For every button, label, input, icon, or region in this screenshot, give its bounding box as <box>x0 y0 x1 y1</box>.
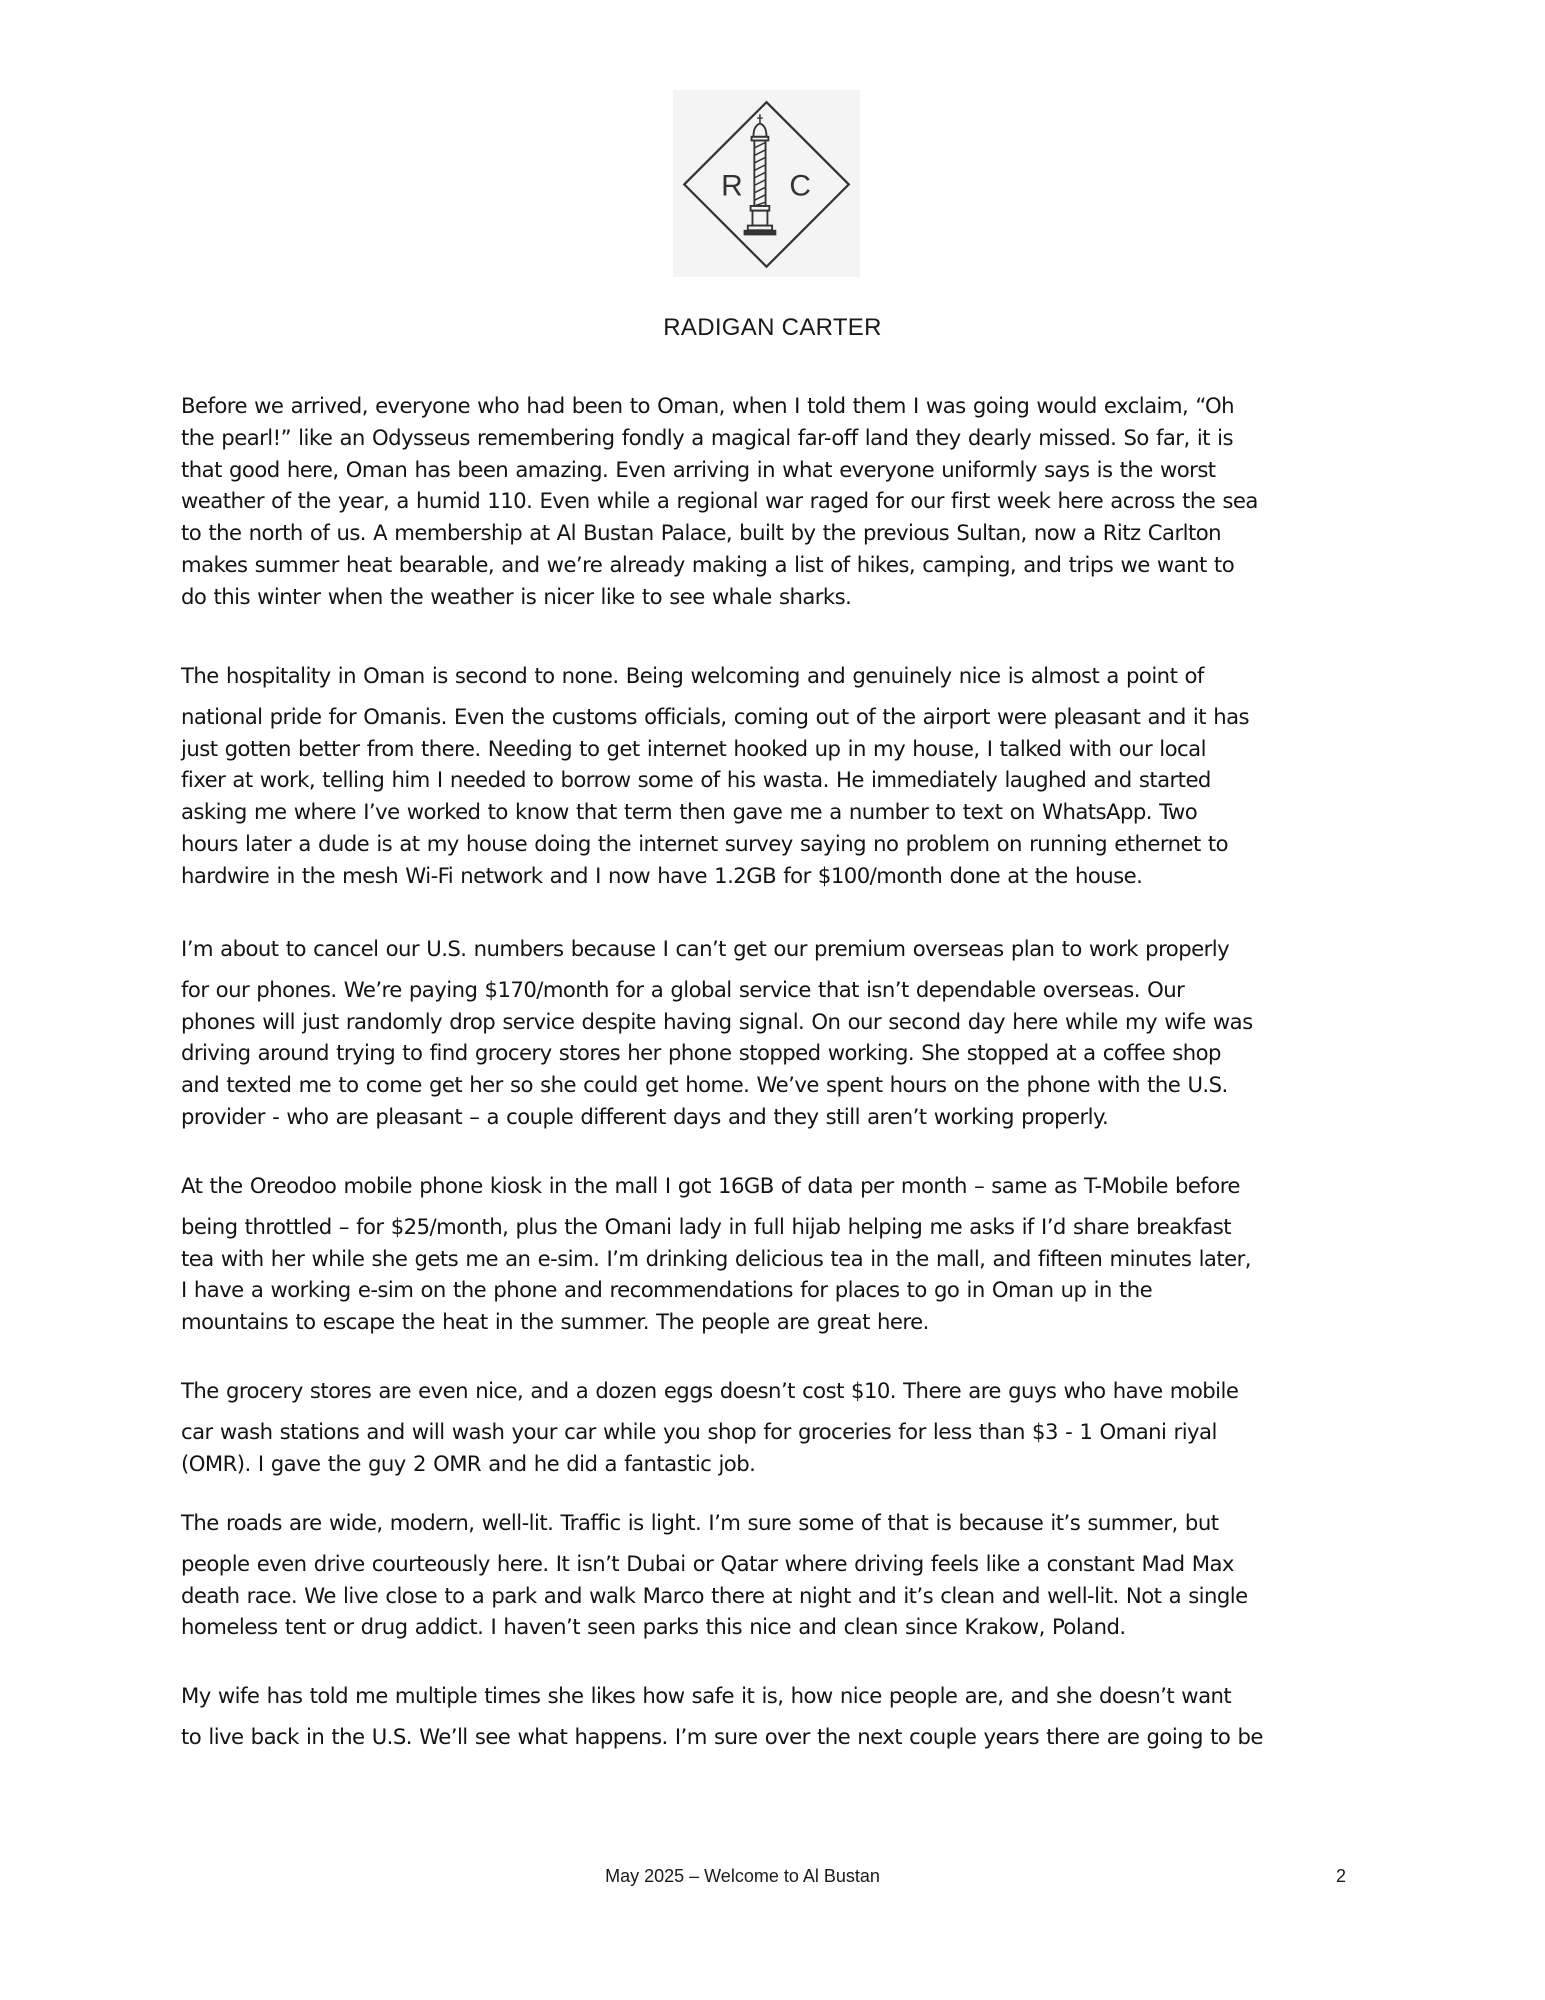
text-line: Before we arrived, everyone who had been to Oman, when I told them I was going would exclaim, “Oh <box>181 393 1234 418</box>
logo-letter-r: R <box>721 169 743 203</box>
paragraph-roads <box>181 1507 1248 1643</box>
text-line: hardwire in the mesh Wi-Fi network and I now have 1.2GB for $100/month done at the house. <box>181 862 1143 888</box>
text-line: people even drive courteously here. It isn’t Dubai or Qatar where driving feels like a constant Mad Max <box>181 1550 1234 1576</box>
text-line: weather of the year, a humid 110. Even while a regional war raged for our first week here across the sea <box>181 488 1258 514</box>
text-line: homeless tent or drug addict. I haven’t seen parks this nice and clean since Krakow, Poland. <box>181 1614 1126 1640</box>
text-line: and texted me to come get her so she could get home. We’ve spent hours on the phone with the U.S. <box>181 1072 1228 1098</box>
paragraph-hospitality <box>181 660 1249 892</box>
logo-letter-c: C <box>789 169 811 203</box>
paragraph-grocery <box>181 1375 1238 1479</box>
text-line: The roads are wide, modern, well-lit. Traffic is light. I’m sure some of that is because it’s summer, but <box>181 1510 1219 1535</box>
text-line: mountains to escape the heat in the summer. The people are great here. <box>181 1309 929 1335</box>
text-line: provider - who are pleasant – a couple different days and they still aren’t working properly. <box>181 1103 1109 1129</box>
text-line: do this winter when the weather is nicer like to see whale sharks. <box>181 583 852 609</box>
paragraph-mobile-kiosk <box>181 1170 1251 1338</box>
text-line: I have a working e-sim on the phone and recommendations for places to go in Oman up in the <box>181 1277 1153 1303</box>
page-number: 2 <box>1336 1866 1347 1886</box>
paragraph-arrival <box>181 390 1258 613</box>
text-line: the pearl!” like an Odysseus remembering fondly a magical far-off land they dearly missed. So far, it is <box>181 424 1233 450</box>
text-line: hours later a dude is at my house doing the internet survey saying no problem on running ethernet to <box>181 830 1229 856</box>
text-line: (OMR). I gave the guy 2 OMR and he did a fantastic job. <box>181 1450 756 1476</box>
text-line: makes summer heat bearable, and we’re already making a list of hikes, camping, and trips we want to <box>181 551 1235 577</box>
text-line: tea with her while she gets me an e-sim. I’m drinking delicious tea in the mall, and fifteen minutes later, <box>181 1245 1251 1271</box>
text-line: national pride for Omanis. Even the customs officials, coming out of the airport were pleasant and it has <box>181 703 1250 729</box>
text-line: death race. We live close to a park and walk Marco there at night and it’s clean and well-lit. Not a single <box>181 1582 1248 1608</box>
paragraph-us-phones <box>181 933 1253 1133</box>
company-logo <box>673 90 860 277</box>
text-line: for our phones. We’re paying $170/month for a global service that isn’t dependable overseas. Our <box>181 976 1185 1002</box>
footer-title: May 2025 – Welcome to Al Bustan <box>605 1866 880 1886</box>
text-line: just gotten better from there. Needing to get internet hooked up in my house, I talked with our local <box>181 735 1206 761</box>
text-line: being throttled – for $25/month, plus the Omani lady in full hijab helping me asks if I’d share breakfast <box>181 1213 1231 1239</box>
text-line: I’m about to cancel our U.S. numbers because I can’t get our premium overseas plan to work properly <box>181 936 1230 961</box>
text-line: driving around trying to find grocery stores her phone stopped working. She stopped at a coffee shop <box>181 1040 1221 1066</box>
text-line: fixer at work, telling him I needed to borrow some of his wasta. He immediately laughed and started <box>181 767 1211 793</box>
text-line: My wife has told me multiple times she likes how safe it is, how nice people are, and she doesn’t want <box>181 1683 1232 1708</box>
brand-name: RADIGAN CARTER <box>663 314 882 341</box>
text-line: car wash stations and will wash your car while you shop for groceries for less than $3 - 1 Omani riyal <box>181 1418 1217 1444</box>
text-line: The hospitality in Oman is second to none. Being welcoming and genuinely nice is almost a point of <box>181 663 1204 688</box>
text-line: The grocery stores are even nice, and a dozen eggs doesn’t cost $10. There are guys who have mobile <box>181 1378 1239 1403</box>
text-line: At the Oreodoo mobile phone kiosk in the mall I got 16GB of data per month – same as T-Mobile before <box>181 1173 1240 1198</box>
text-line: that good here, Oman has been amazing. Even arriving in what everyone uniformly says is the worst <box>181 456 1216 482</box>
text-line: asking me where I’ve worked to know that term then gave me a number to text on WhatsApp. Two <box>181 799 1198 825</box>
text-line: phones will just randomly drop service despite having signal. On our second day here while my wife was <box>181 1008 1253 1034</box>
paragraph-safety <box>181 1680 1263 1753</box>
text-line: to live back in the U.S. We’ll see what happens. I’m sure over the next couple years there are going to be <box>181 1723 1263 1749</box>
rc-column-diamond-logo-icon <box>673 90 860 277</box>
text-line: to the north of us. A membership at Al Bustan Palace, built by the previous Sultan, now a Ritz Carlton <box>181 520 1221 546</box>
